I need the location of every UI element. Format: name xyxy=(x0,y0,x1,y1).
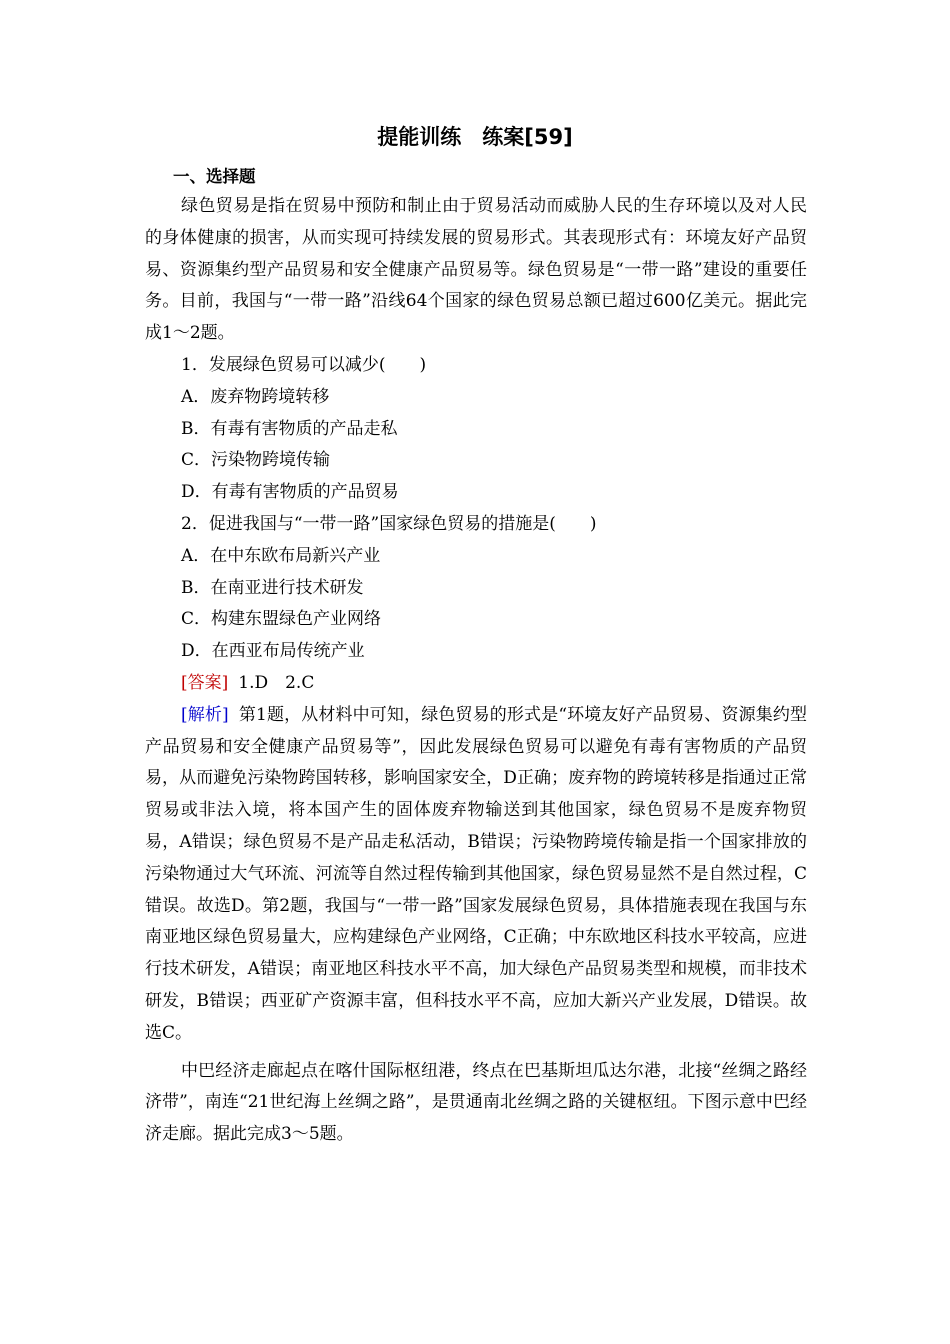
option-b: B．有毒有害物质的产品走私 xyxy=(181,418,398,439)
analysis-tag: [解析] xyxy=(181,704,229,725)
option-c: C．污染物跨境传输 xyxy=(181,450,331,471)
question-2 xyxy=(145,509,807,668)
section-heading: 一、选择题 xyxy=(173,167,256,186)
passage-2: 中巴经济走廊起点在喀什国际枢纽港，终点在巴基斯坦瓜达尔港，北接“丝绸之路经济带”，南连“21世纪海上丝绸之路”，是贯通南北丝绸之路的关键枢纽。下图示意中巴经济走廊。据此完成3～5题。 xyxy=(145,1060,807,1145)
page-title: 提能训练 练案[59] xyxy=(377,125,573,149)
answer-tag: [答案] xyxy=(181,672,229,693)
answer-line xyxy=(145,668,807,700)
question-stem: 2．促进我国与“一带一路”国家绿色贸易的措施是( ) xyxy=(181,513,597,534)
option-d: D．在西亚布局传统产业 xyxy=(181,641,365,662)
analysis-text: 第1题，从材料中可知，绿色贸易的形式是“环境友好产品贸易、资源集约型产品贸易和安全健康产品贸易等”，因此发展绿色贸易可以避免有毒有害物质的产品贸易，从而避免污染物跨国转移，影响国家安全，D正确；废弃物的跨境转移是指通过正常贸易或非法入境，将本国产生的固体废弃物输送到其他国家，绿色贸易不是废弃物贸易，A错误；绿色贸易不是产品走私活动，B错误；污染物跨境传输是指一个国家排放的污染物通过大气环流、河流等自然过程传输到其他国家，绿色贸易显然不是自然过程，C错误。故选D。第2题，我国与“一带一路”国家发展绿色贸易，具体措施表现在我国与东南亚地区绿色贸易量大，应构建绿色产业网络，C正确；中东欧地区科技水平较高，应进行技术研发，A错误；南亚地区科技水平不高，加大绿色产品贸易类型和规模，而非技术研发，B错误；西亚矿产资源丰富，但科技水平不高，应加大新兴产业发展，D错误。故选C。 xyxy=(145,704,808,1043)
option-d: D．有毒有害物质的产品贸易 xyxy=(181,482,399,503)
option-b: B．在南亚进行技术研发 xyxy=(181,577,364,598)
option-a: A．废弃物跨境转移 xyxy=(181,386,330,407)
question-1 xyxy=(145,350,807,509)
option-c: C．构建东盟绿色产业网络 xyxy=(181,609,382,630)
analysis-paragraph xyxy=(145,700,807,1050)
answer-text: 1.D 2.C xyxy=(238,672,315,693)
question-stem: 1．发展绿色贸易可以减少( ) xyxy=(181,354,427,375)
passage-1: 绿色贸易是指在贸易中预防和制止由于贸易活动而威胁人民的生存环境以及对人民的身体健康的损害，从而实现可持续发展的贸易形式。其表现形式有：环境友好产品贸易、资源集约型产品贸易和安全健康产品贸易等。绿色贸易是“一带一路”建设的重要任务。目前，我国与“一带一路”沿线64个国家的绿色贸易总额已超过600亿美元。据此完成1～2题。 xyxy=(145,196,807,344)
option-a: A．在中东欧布局新兴产业 xyxy=(181,545,381,566)
document-body xyxy=(145,163,807,1151)
